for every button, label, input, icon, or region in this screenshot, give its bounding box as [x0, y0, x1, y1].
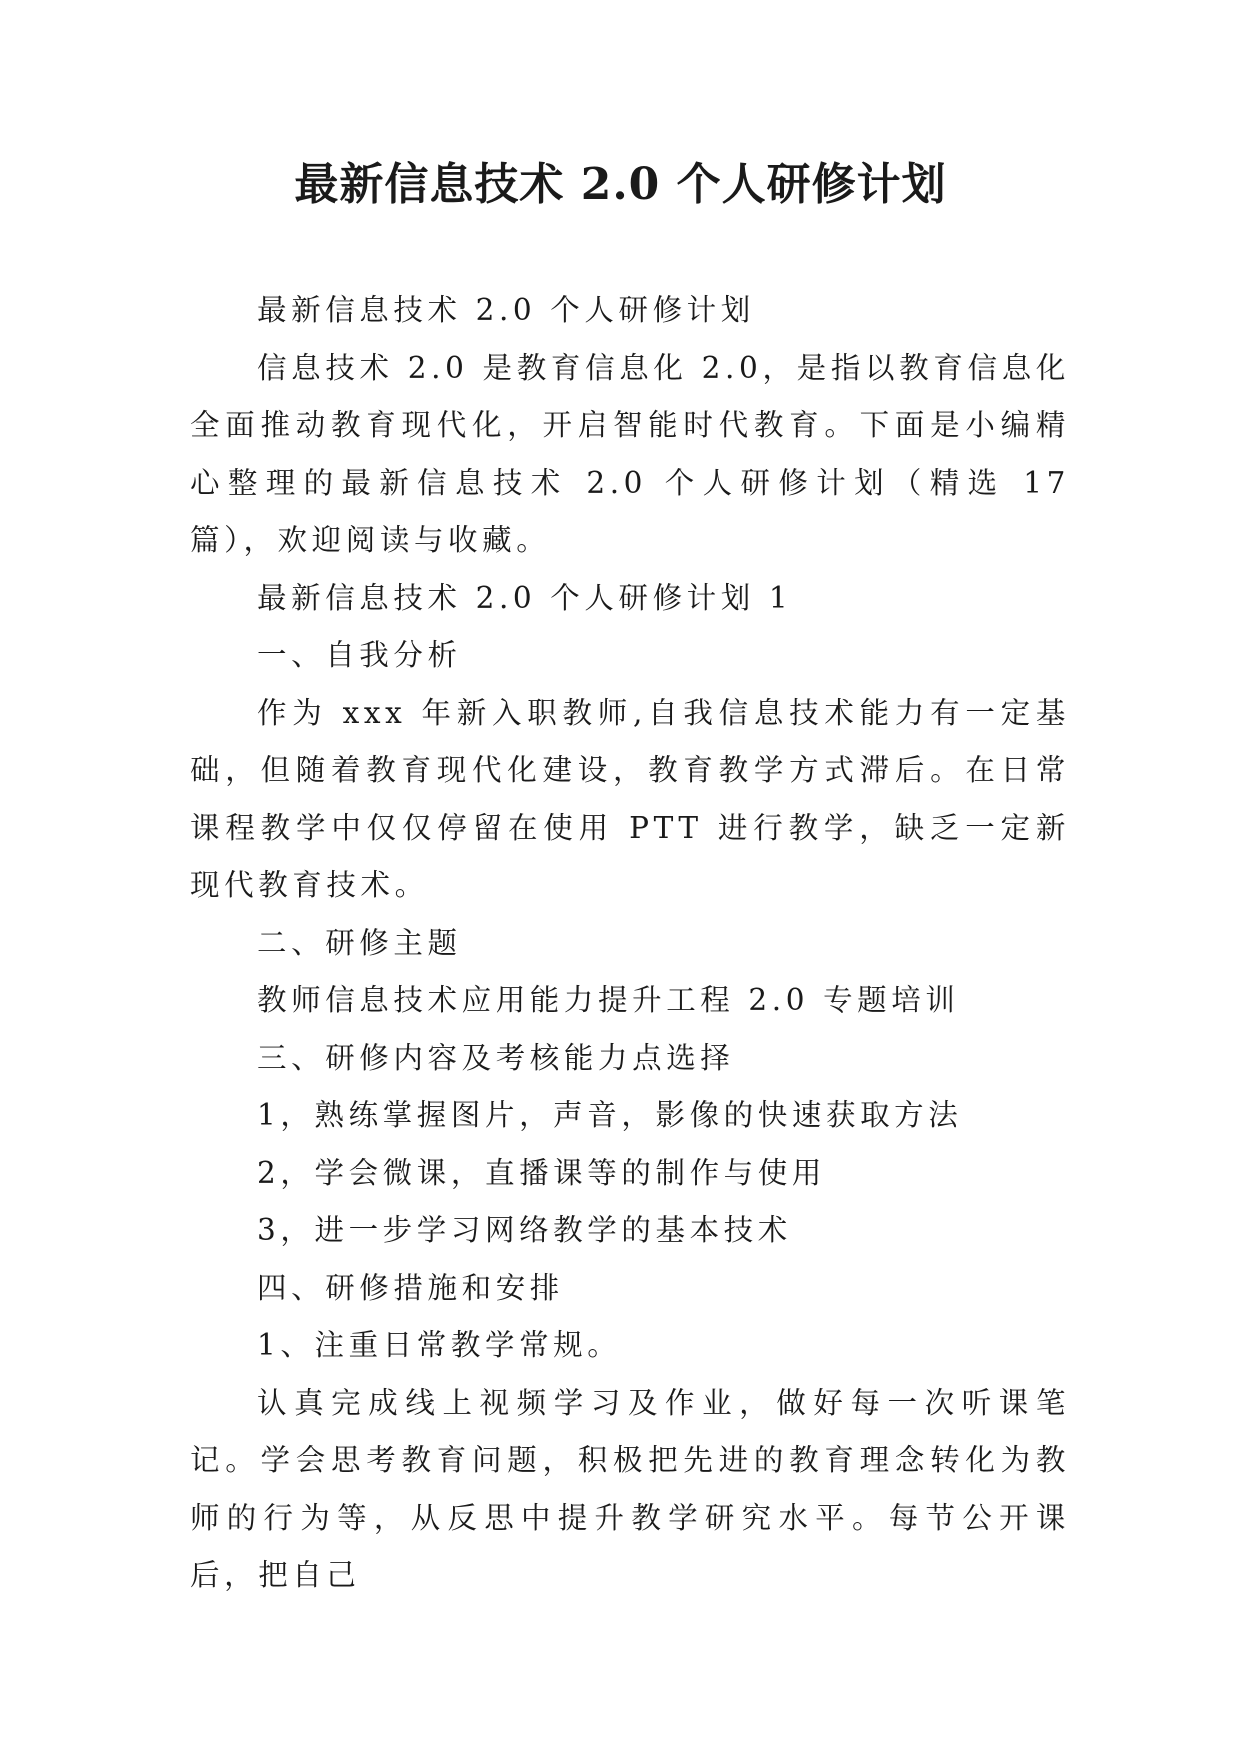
- paragraph: 教师信息技术应用能力提升工程 2.0 专题培训: [257, 983, 960, 1017]
- section-heading: 二、研修主题: [257, 925, 462, 960]
- paragraph: 认真完成线上视频学习及作业，做好每一次听课笔记。学会思考教育问题，积极把先进的教育理念转化为教师的行为等，从反思中提升教学研究水平。每节公开课后，把自己: [190, 1385, 1070, 1592]
- section-heading: 四、研修措施和安排: [257, 1270, 564, 1305]
- document-title: 最新信息技术 2.0 个人研修计划: [294, 159, 947, 210]
- paragraph: 信息技术 2.0 是教育信息化 2.0，是指以教育信息化全面推动教育现代化，开启智能时代教育。下面是小编精心整理的最新信息技术 2.0 个人研修计划（精选 17 篇），欢迎阅读与收藏。: [190, 350, 1070, 557]
- list-item: 1、注重日常教学常规。: [257, 1328, 622, 1362]
- paragraph: 最新信息技术 2.0 个人研修计划: [257, 293, 755, 327]
- document-body: [190, 282, 1070, 1605]
- section-heading: 一、自我分析: [257, 638, 462, 672]
- list-item: 3，进一步学习网络教学的基本技术: [257, 1213, 792, 1247]
- list-item: 2，学会微课，直播课等的制作与使用: [257, 1155, 826, 1190]
- paragraph: 作为 xxx 年新入职教师,自我信息技术能力有一定基础，但随着教育现代化建设，教育教学方式滞后。在日常课程教学中仅仅停留在使用 PTT 进行教学，缺乏一定新现代教育技术。: [190, 695, 1070, 902]
- list-item: 1，熟练掌握图片，声音，影像的快速获取方法: [257, 1098, 963, 1132]
- section-heading: 三、研修内容及考核能力点选择: [257, 1040, 735, 1075]
- paragraph: 最新信息技术 2.0 个人研修计划 1: [257, 580, 793, 615]
